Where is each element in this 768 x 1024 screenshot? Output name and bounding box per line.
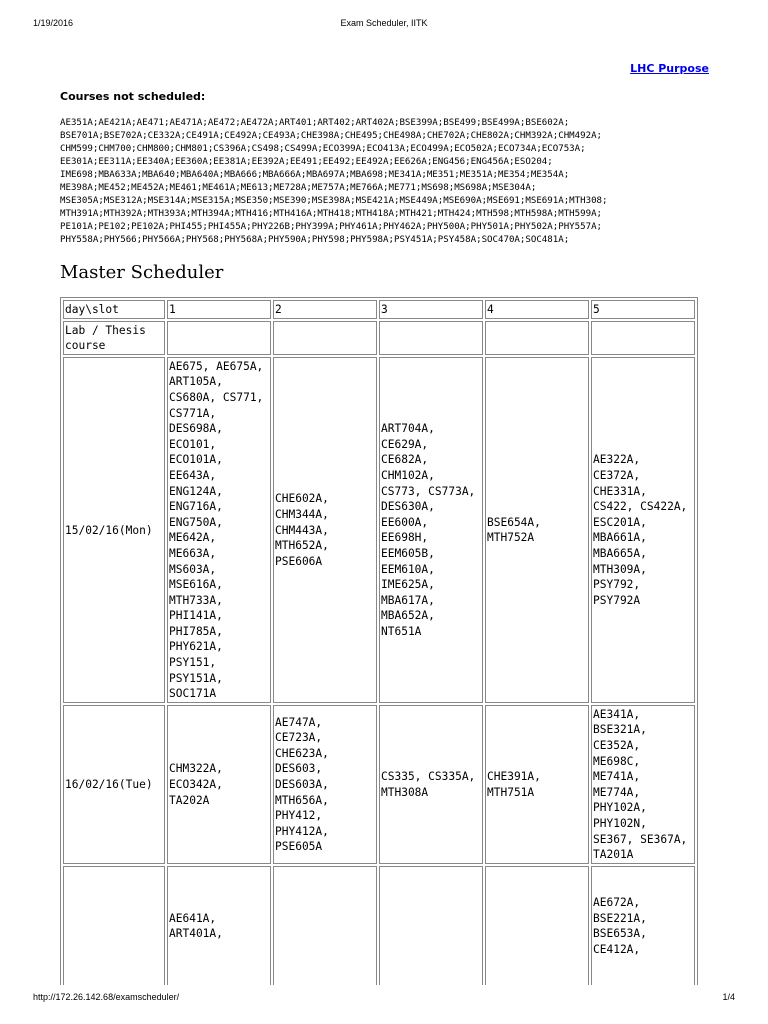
header-cell-dayslot: day\slot bbox=[63, 300, 165, 319]
day-cell: 16/02/16(Tue) bbox=[63, 705, 165, 864]
unscheduled-line: BSE701A;BSE702A;CE332A;CE491A;CE492A;CE493A;CHE398A;CHE495;CHE498A;CHE702A;CHE802A;CHM392A;CHM492A; bbox=[60, 131, 603, 141]
table-cell bbox=[485, 321, 589, 355]
table-cell: CHM322A, ECO342A, TA202A bbox=[167, 705, 271, 864]
unscheduled-line: MTH391A;MTH392A;MTH393A;MTH394A;MTH416;MTH416A;MTH418;MTH418A;MTH421;MTH424;MTH598;MTH598A;MTH599A; bbox=[60, 209, 603, 219]
lhc-purpose-link[interactable]: LHC Purpose bbox=[630, 62, 709, 75]
lab-thesis-label: Lab / Thesis course bbox=[63, 321, 165, 355]
unscheduled-line: PHY558A;PHY566;PHY566A;PHY568;PHY568A;PHY590A;PHY598;PHY598A;PSY451A;PSY458A;SOC470A;SOC481A; bbox=[60, 235, 570, 245]
header-cell-slot-5: 5 bbox=[591, 300, 695, 319]
print-url: http://172.26.142.68/examscheduler/ bbox=[33, 992, 180, 1002]
courses-not-scheduled-title: Courses not scheduled: bbox=[60, 90, 206, 103]
print-page-number: 1/4 bbox=[722, 992, 735, 1002]
table-cell bbox=[167, 321, 271, 355]
table-cell: CS335, CS335A, MTH308A bbox=[379, 705, 483, 864]
table-cell bbox=[273, 866, 377, 985]
table-header-row bbox=[63, 300, 695, 319]
table-cell bbox=[379, 321, 483, 355]
table-cell bbox=[591, 321, 695, 355]
master-scheduler-title: Master Scheduler bbox=[60, 262, 224, 283]
print-title: Exam Scheduler, IITK bbox=[340, 18, 428, 28]
unscheduled-line: AE351A;AE421A;AE471;AE471A;AE472;AE472A;ART401;ART402;ART402A;BSE399A;BSE499;BSE499A;BSE602A; bbox=[60, 118, 570, 128]
table-cell bbox=[379, 866, 483, 985]
lab-thesis-row bbox=[63, 321, 695, 355]
unscheduled-line: EE301A;EE311A;EE340A;EE360A;EE381A;EE392A;EE491;EE492;EE492A;EE626A;ENG456;ENG456A;ESO204; bbox=[60, 157, 553, 167]
header-cell-slot-4: 4 bbox=[485, 300, 589, 319]
table-cell: CHE602A, CHM344A, CHM443A, MTH652A, PSE606A bbox=[273, 357, 377, 703]
table-cell: BSE654A, MTH752A bbox=[485, 357, 589, 703]
table-cell bbox=[485, 866, 589, 985]
courses-not-scheduled-list bbox=[60, 117, 740, 247]
table-cell: AE341A, BSE321A, CE352A, ME698C, ME741A, ME774A, PHY102A, PHY102N, SE367, SE367A, TA201A bbox=[591, 705, 695, 864]
unscheduled-line: IME698;MBA633A;MBA640;MBA640A;MBA666;MBA666A;MBA697A;MBA698;ME341A;ME351;ME351A;ME354;ME354A; bbox=[60, 170, 570, 180]
table-cell: ART704A, CE629A, CE682A, CHM102A, CS773, CS773A, DES630A, EE600A, EE698H, EEM605B, EEM610A, IME625A, MBA617A, MBA652A, NT651A bbox=[379, 357, 483, 703]
table-cell: AE672A, BSE221A, BSE653A, CE412A, bbox=[591, 866, 695, 985]
table-cell: AE641A, ART401A, bbox=[167, 866, 271, 985]
table-row bbox=[63, 705, 695, 864]
master-schedule-table bbox=[60, 297, 698, 985]
table-row bbox=[63, 866, 695, 985]
unscheduled-line: ME398A;ME452;ME452A;ME461;ME461A;ME613;ME728A;ME757A;ME766A;ME771;MS698;MS698A;MSE304A; bbox=[60, 183, 537, 193]
day-cell bbox=[63, 866, 165, 985]
print-date: 1/19/2016 bbox=[33, 18, 74, 28]
header-cell-slot-1: 1 bbox=[167, 300, 271, 319]
table-cell bbox=[273, 321, 377, 355]
table-row bbox=[63, 357, 695, 703]
unscheduled-line: PE101A;PE102;PE102A;PHI455;PHI455A;PHY226B;PHY399A;PHY461A;PHY462A;PHY500A;PHY501A;PHY502A;PHY557A; bbox=[60, 222, 603, 232]
day-cell: 15/02/16(Mon) bbox=[63, 357, 165, 703]
unscheduled-line: CHM599;CHM700;CHM800;CHM801;CS396A;CS498;CS499A;ECO399A;ECO413A;ECO499A;ECO502A;ECO734A;ECO753A; bbox=[60, 144, 586, 154]
header-cell-slot-3: 3 bbox=[379, 300, 483, 319]
table-cell: CHE391A, MTH751A bbox=[485, 705, 589, 864]
table-cell: AE322A, CE372A, CHE331A, CS422, CS422A, ESC201A, MBA661A, MBA665A, MTH309A, PSY792, PSY792A bbox=[591, 357, 695, 703]
header-cell-slot-2: 2 bbox=[273, 300, 377, 319]
unscheduled-line: MSE305A;MSE312A;MSE314A;MSE315A;MSE350;MSE390;MSE398A;MSE421A;MSE449A;MSE690A;MSE691;MSE691A;MTH308; bbox=[60, 196, 608, 206]
table-cell: AE675, AE675A, ART105A, CS680A, CS771, CS771A, DES698A, ECO101, ECO101A, EE643A, ENG124A, ENG716A, ENG750A, ME642A, ME663A, MS603A, MSE616A, MTH733A, PHI141A, PHI785A, PHY621A, PSY151, PSY151A, SOC171A bbox=[167, 357, 271, 703]
table-cell: AE747A, CE723A, CHE623A, DES603, DES603A, MTH656A, PHY412, PHY412A, PSE605A bbox=[273, 705, 377, 864]
